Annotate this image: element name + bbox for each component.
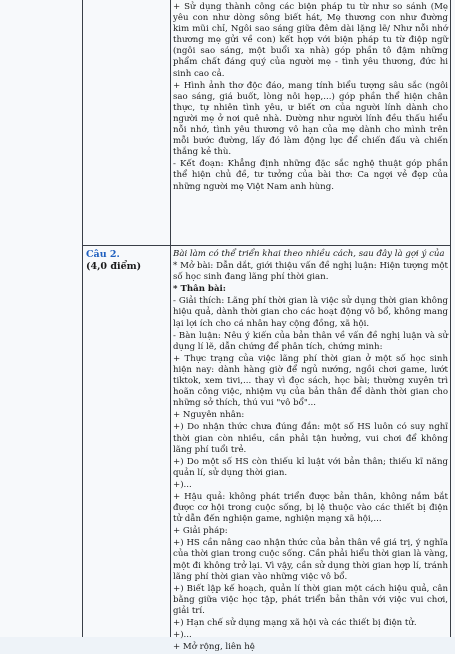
table-border-right [450, 0, 451, 637]
intro-text: Bài làm có thể triển khai theo nhiều cách, sau đây là gợi ý của [173, 249, 445, 259]
answer-line: +)... [173, 479, 192, 490]
question-2-answer [173, 249, 448, 654]
answer-line: * Thân bài: [173, 284, 226, 295]
question-label: Câu 2. [86, 249, 120, 260]
paragraph: - Kết đoạn: Khẳng định những đặc sắc nghệ thuật góp phần thể hiện chủ đề, tư tưởng của bài thơ: Ca ngợi vẻ đẹp của những người mẹ Việt Nam anh hùng. [173, 159, 448, 192]
paragraph: + Hình ảnh thơ độc đáo, mang tính biểu tượng sâu sắc (ngôi sao sáng, giá buốt, lòng nôi hẹp,...) góp phần thể hiện chân thực, tự nhiên tình yêu, ư biết ơn của người lính dành cho người mẹ ở nơi quê nhà. Dường như người lính đều thấu hiểu nỗi nhớ, tình yêu thương vô hạn của mẹ dành cho mình trên mỗi bước đường, lấy đó làm động lực để chiến đấu và chiến thắng kẻ thù. [173, 80, 448, 158]
answer-line: +) Hạn chế sử dụng mạng xã hội và các thiết bị điện tử. [173, 618, 417, 628]
answer-line: +) HS cần nâng cao nhận thức của bản thân về giá trị, ý nghĩa của thời gian trong cuộc sống. Cần phải hiểu thời gian là vàng, một đi không trở lại. Vì vậy, cần sử dụng thời gian hợp lí, tránh lãng phí thời gian vào những việc vô bổ. [173, 538, 448, 582]
answer-line: +) Biết lập kế hoạch, quản lí thời gian một cách hiệu quả, cân bằng giữa việc học tập, phát triển bản thân với việc vui chơi, giải trí. [173, 583, 448, 616]
answer-line: - Bàn luận: Nêu ý kiến của bản thân về vấn đề nghị luận và sử dụng lí lẽ, dẫn chứng để phân tích, chứng minh: [173, 330, 448, 352]
answer-line: + Mở rộng, liên hệ [173, 642, 255, 653]
answer-line: - Giải thích: Lãng phí thời gian là việc sử dụng thời gian không hiệu quả, dành thời gian cho các hoạt động vô bổ, không mang lại lợi ích cho cá nhân hay cộng đồng, xã hội. [173, 296, 448, 329]
answer-line: +)... [173, 630, 192, 641]
table-border-left [82, 0, 83, 637]
paragraph: + Sử dụng thành công các biện pháp tu từ như so sánh (Mẹ yêu con như dòng sông biết hát, Mẹ thương con như đường kim mũi chỉ, Ngôi sao sáng giữa đêm dài lặng lẽ/ Như nỗi nhớ thương mẹ gửi về con) kết hợp với biện pháp tu từ điệp ngữ (ngôi sao sáng, một buổi xa nhà) góp phần tô đậm những phẩm chất đáng quý của người mẹ - tình yêu thương, đức hi sinh cao cả. [173, 2, 448, 79]
answer-line: + Nguyên nhân: [173, 410, 245, 421]
answer-line: * Mở bài: Dẫn dắt, giới thiệu vấn đề nghị luận: Hiện tượng một số học sinh đang lãng phí thời gian. [173, 261, 448, 283]
question-1-answer [173, 2, 448, 194]
question-points: (4,0 điểm) [86, 261, 142, 272]
answer-line: +) Do nhận thức chưa đúng đắn: một số HS luôn có suy nghĩ thời gian còn nhiều, cần phải tận hưởng, vui chơi để không lãng phí tuổi trẻ. [173, 422, 448, 455]
question-2-header [86, 249, 166, 273]
answer-line: + Thực trạng của việc lãng phí thời gian ở một số học sinh hiện nay: dành hàng giờ để ngủ nướng, ngồi chơi game, lướt tiktok, xem tivi,... thay vì đọc sách, học bài; thường xuyên trì hoãn công việc, nhiệm vụ của bản thân để dành thời gian cho những sở thích, thú vui "vô bổ"... [173, 353, 448, 409]
table-border-middle [170, 0, 171, 637]
answer-line: +) Do một số HS còn thiếu kỉ luật với bản thân; thiếu kĩ năng quản lí, sử dụng thời gian. [173, 456, 448, 478]
answer-line: + Giải pháp: [173, 526, 228, 537]
row-divider [82, 245, 450, 246]
answer-line: + Hậu quả: không phát triển được bản thân, không nắm bắt được cơ hội trong cuộc sống, bị lệ thuộc vào các thiết bị điện tử dẫn đến nghiện game, nghiện mạng xã hội,... [173, 491, 448, 525]
